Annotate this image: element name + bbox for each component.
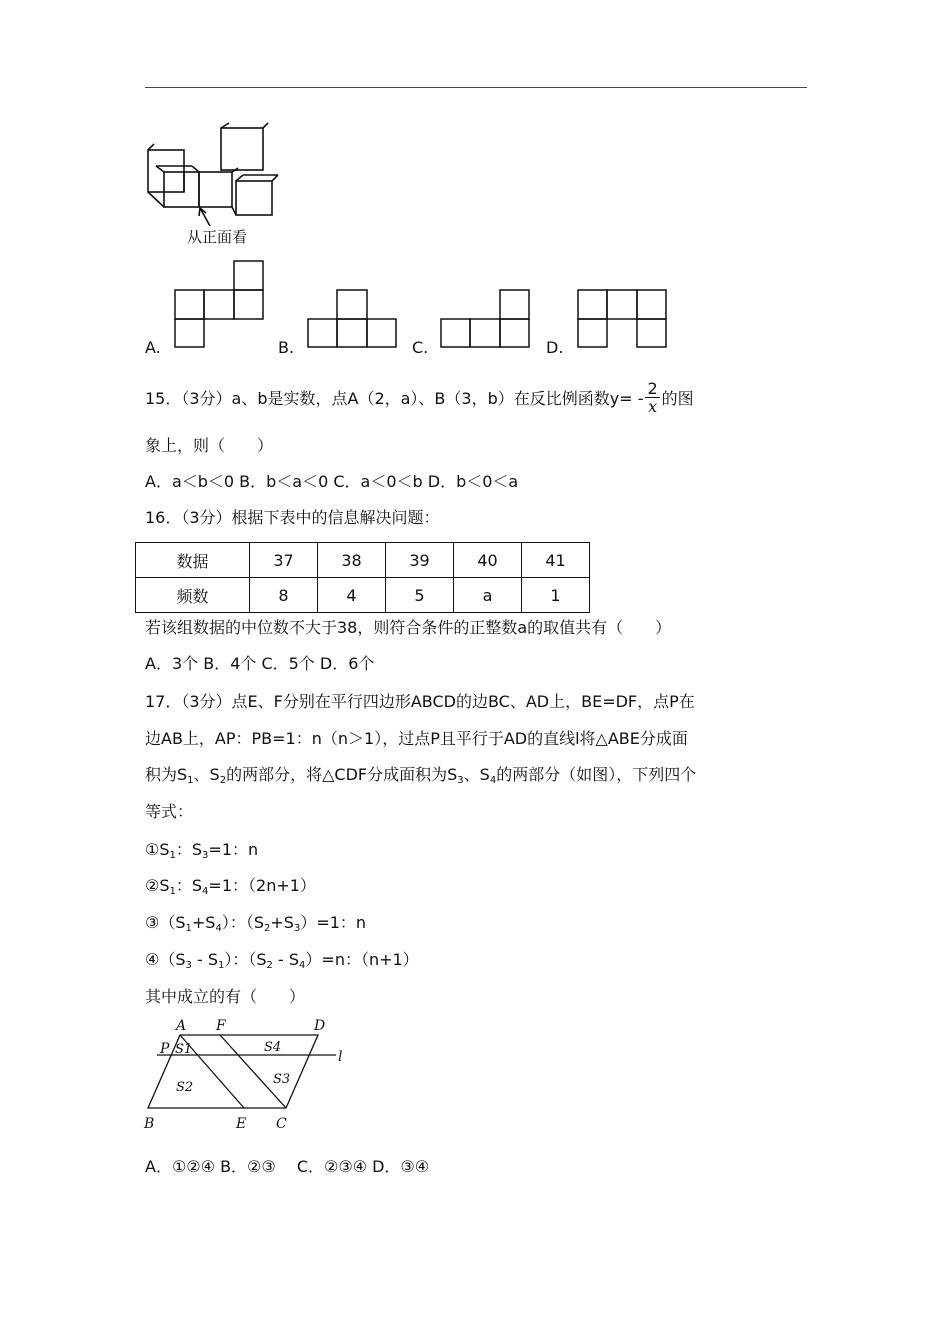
table-cell: 41	[522, 543, 590, 578]
table-cell: 4	[318, 578, 386, 613]
text-run: 、S	[193, 765, 220, 784]
text-run: 的两部分（如图），下列四个	[496, 765, 697, 784]
q15-stem-line1	[145, 379, 694, 417]
table-row	[136, 578, 590, 613]
subscript: 3	[457, 775, 464, 786]
subscript: 2	[266, 960, 273, 971]
text-run: ）=1：n	[300, 913, 367, 932]
text-run: ①S	[145, 840, 170, 859]
q17-stem-line1: 17．（3分）点E、F分别在平行四边形ABCD的边BC、AD上，BE=DF，点P在	[145, 692, 695, 711]
subscript: 1	[218, 960, 225, 971]
region-label-s2: S2	[176, 1080, 194, 1095]
q17-which: 其中成立的有（ ）	[145, 987, 306, 1006]
subscript: 4	[215, 923, 222, 934]
fraction-denominator: x	[648, 397, 658, 416]
text-run: +S	[270, 913, 294, 932]
point-label-b: B	[144, 1116, 155, 1132]
equation-1	[145, 840, 258, 860]
subscript: 2	[219, 775, 227, 786]
subscript: 1	[169, 886, 176, 897]
subscript: 1	[185, 923, 192, 934]
text-run: 的两部分，将△CDF分成面积为S	[226, 765, 458, 784]
table-cell: 频数	[136, 578, 250, 613]
text-run: ：S	[175, 840, 203, 859]
table-cell: 37	[250, 543, 318, 578]
header-rule	[145, 87, 807, 88]
q16-options: A．3个 B．4个 C．5个 D．6个	[145, 654, 375, 673]
option-a-view	[172, 259, 266, 351]
line-label-l: l	[338, 1049, 343, 1065]
fraction-numerator: 2	[647, 379, 658, 398]
text-run: ）：（S	[224, 950, 267, 969]
text-run: =1：（2n+1）	[208, 876, 316, 895]
view-direction-caption: 从正面看	[187, 228, 248, 246]
table-cell: a	[454, 578, 522, 613]
subscript: 2	[264, 923, 271, 934]
text-run: =1：n	[208, 840, 259, 859]
subscript: 1	[169, 850, 176, 861]
table-cell: 数据	[136, 543, 250, 578]
text-run: 、S	[463, 765, 490, 784]
point-label-c: C	[276, 1116, 287, 1132]
table-cell: 39	[386, 543, 454, 578]
option-d-view	[575, 288, 669, 350]
subscript: 4	[299, 960, 306, 971]
text-run: ）：（S	[221, 913, 264, 932]
point-label-a: A	[176, 1018, 187, 1034]
text-run: ④（S	[145, 950, 186, 969]
text-run: ②S	[145, 876, 170, 895]
text-run: - S	[191, 950, 218, 969]
q17-stem-line4: 等式：	[145, 802, 194, 821]
table-cell: 5	[386, 578, 454, 613]
table-cell: 8	[250, 578, 318, 613]
subscript: 4	[202, 886, 209, 897]
point-label-f: F	[216, 1018, 226, 1034]
table-row	[136, 543, 590, 578]
q17-stem-line3	[145, 765, 696, 785]
option-b-label: B.	[278, 338, 295, 357]
text-run: - S	[272, 950, 300, 969]
equation-3	[145, 913, 366, 933]
fraction	[645, 380, 659, 415]
q17-options: A．①②④ B．②③ C．②③④ D．③④	[145, 1157, 430, 1176]
q15-options: A．a＜b＜0 B．b＜a＜0 C．a＜0＜b D．b＜0＜a	[145, 472, 519, 491]
text-run: ③（S	[145, 913, 186, 932]
point-label-e: E	[236, 1116, 247, 1132]
option-b-view	[305, 288, 399, 350]
subscript: 3	[202, 850, 209, 861]
point-label-p: P	[160, 1041, 170, 1057]
parallelogram-figure	[140, 1015, 360, 1135]
text-run: ）=n：（n+1）	[305, 950, 419, 969]
option-c-view	[438, 288, 532, 350]
equation-4	[145, 950, 419, 970]
q15-stem-text: 15．（3分）a、b是实数，点A（2，a）、B（3，b）在反比例函数y= -	[145, 389, 644, 408]
option-c-label: C.	[412, 338, 429, 357]
subscript: 4	[489, 775, 497, 786]
option-a-label: A.	[145, 338, 161, 357]
point-label-d: D	[314, 1018, 326, 1034]
text-run: +S	[191, 913, 216, 932]
option-d-label: D.	[546, 338, 564, 357]
text-run: ：S	[175, 876, 203, 895]
cube-face	[221, 128, 263, 170]
q15-stem-tail: 的图	[661, 389, 694, 408]
text-run: 积为S	[145, 765, 188, 784]
q16-stem: 16．（3分）根据下表中的信息解决问题：	[145, 508, 440, 527]
region-label-s3: S3	[273, 1072, 291, 1087]
table-cell: 1	[522, 578, 590, 613]
table-cell: 40	[454, 543, 522, 578]
subscript: 1	[187, 775, 194, 786]
q17-stem-line2: 边AB上，AP：PB=1：n（n＞1），过点P且平行于AD的直线l将△ABE分成面	[145, 729, 688, 748]
subscript: 3	[293, 923, 301, 934]
frequency-table	[135, 542, 590, 613]
equation-2	[145, 876, 316, 896]
subscript: 3	[185, 960, 192, 971]
q15-stem-line2: 象上，则（ ）	[145, 436, 274, 455]
table-cell: 38	[318, 543, 386, 578]
parallelogram-abcd	[148, 1035, 318, 1108]
region-label-s4: S4	[264, 1040, 282, 1055]
region-label-s1: S1	[175, 1042, 193, 1057]
q16-question: 若该组数据的中位数不大于38，则符合条件的正整数a的取值共有（ ）	[145, 618, 672, 637]
